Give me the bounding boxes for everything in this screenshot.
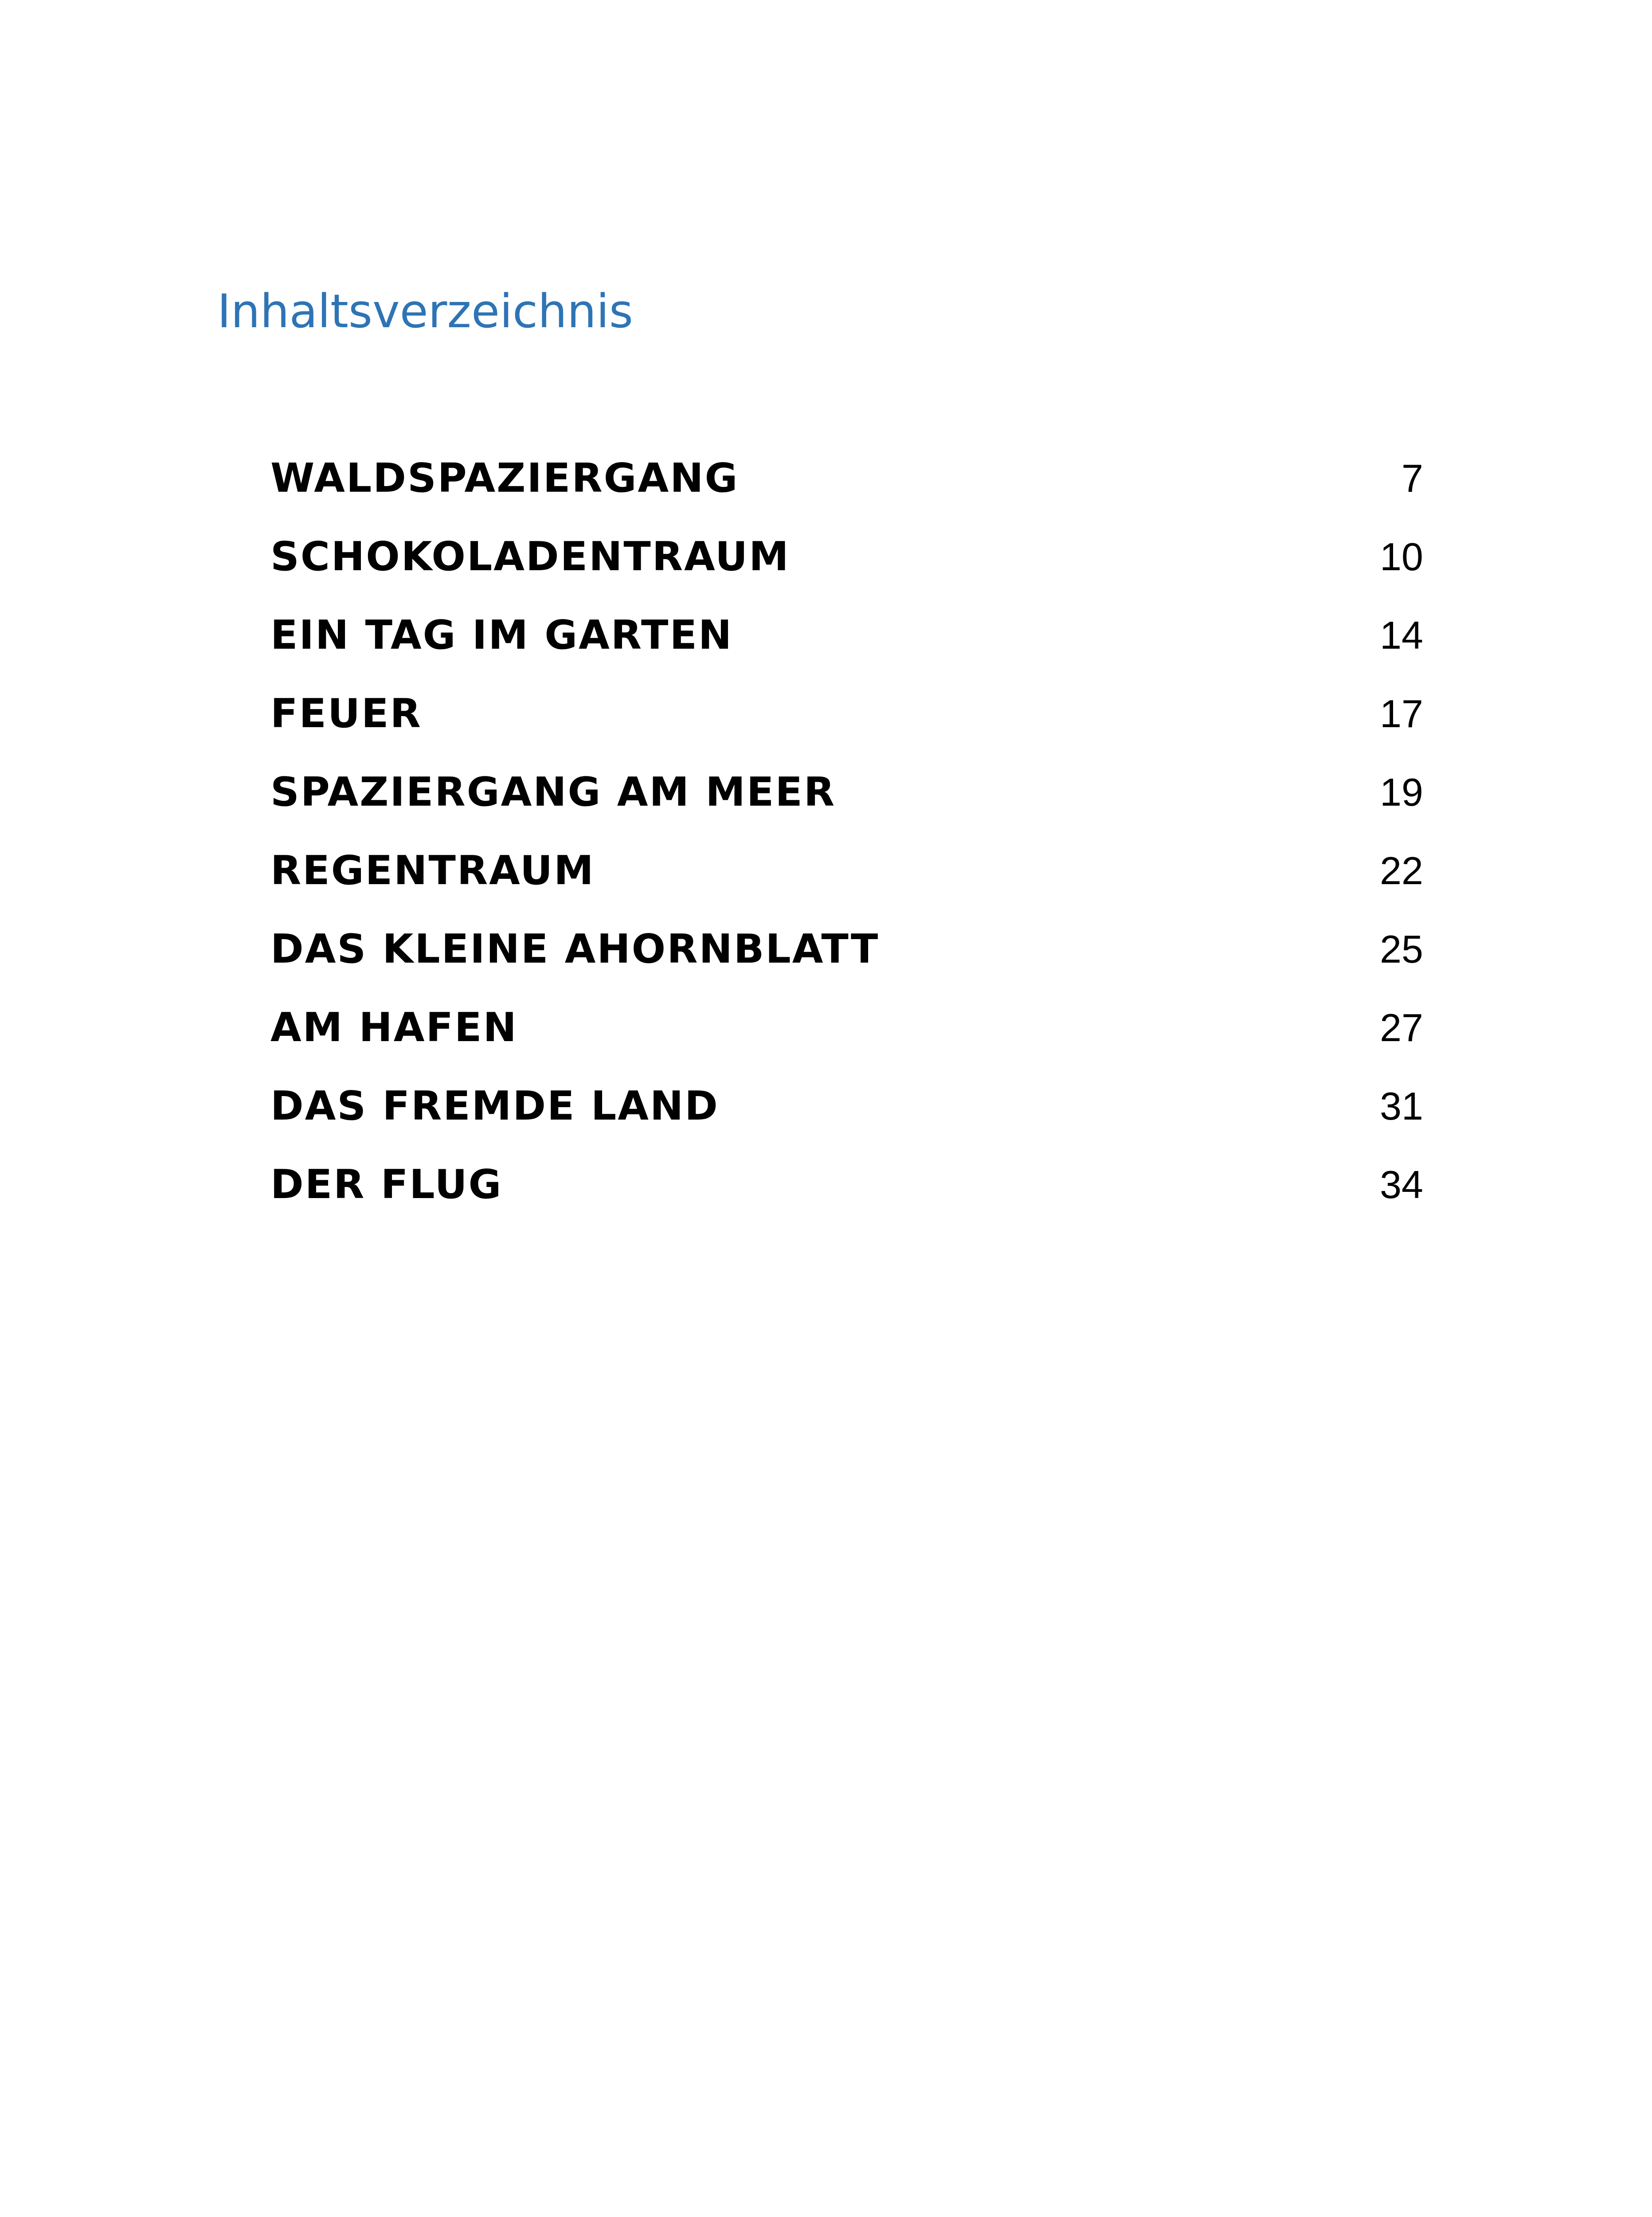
toc-entry-title: EIN TAG IM GARTEN [270, 612, 733, 658]
toc-entry[interactable] [270, 517, 1423, 596]
toc-entry-page-number: 22 [1380, 848, 1423, 893]
toc-entry-title: WALDSPAZIERGANG [270, 455, 739, 501]
toc-entry-page-number: 7 [1401, 456, 1423, 500]
toc-list [270, 439, 1423, 1224]
toc-entry[interactable] [270, 596, 1423, 674]
toc-entry-page-number: 19 [1380, 770, 1423, 814]
toc-entry[interactable] [270, 1067, 1423, 1145]
toc-entry[interactable] [270, 988, 1423, 1067]
toc-title: Inhaltsverzeichnis [217, 284, 633, 338]
toc-entry-title: AM HAFEN [270, 1004, 518, 1051]
toc-entry[interactable] [270, 831, 1423, 910]
toc-entry-title: DER FLUG [270, 1161, 503, 1208]
toc-entry[interactable] [270, 910, 1423, 988]
toc-entry-page-number: 10 [1380, 534, 1423, 579]
toc-entry[interactable] [270, 439, 1423, 517]
toc-entry-page-number: 25 [1380, 927, 1423, 971]
toc-entry[interactable] [270, 1145, 1423, 1224]
toc-entry-title: FEUER [270, 690, 422, 737]
toc-entry-page-number: 17 [1380, 691, 1423, 736]
toc-entry-title: SCHOKOLADENTRAUM [270, 533, 790, 580]
toc-entry-page-number: 34 [1380, 1162, 1423, 1206]
toc-entry-title: DAS FREMDE LAND [270, 1083, 719, 1129]
toc-entry-page-number: 14 [1380, 613, 1423, 657]
toc-entry-title: REGENTRAUM [270, 847, 595, 894]
toc-entry[interactable] [270, 674, 1423, 753]
toc-entry-title: DAS KLEINE AHORNBLATT [270, 926, 880, 972]
toc-entry-page-number: 27 [1380, 1005, 1423, 1050]
toc-entry-page-number: 31 [1380, 1084, 1423, 1128]
toc-entry-title: SPAZIERGANG AM MEER [270, 769, 836, 815]
toc-entry[interactable] [270, 753, 1423, 831]
